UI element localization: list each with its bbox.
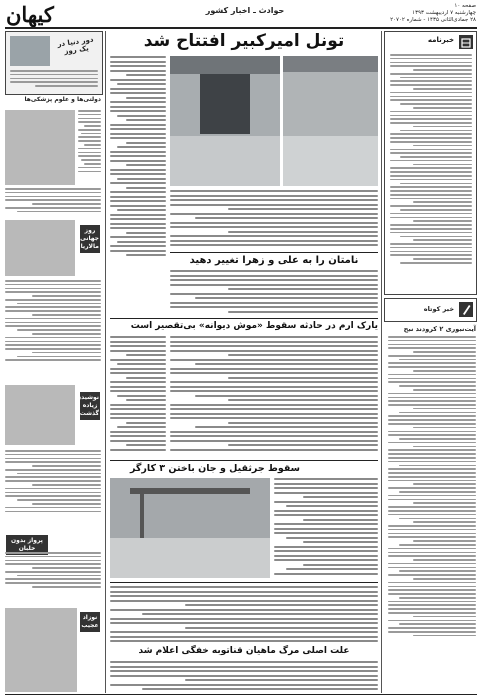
sidebar-box2-title: خبر کوتاه (423, 305, 454, 313)
left-photo-2 (5, 220, 75, 276)
story-5-text-a (110, 586, 378, 644)
masthead-rule (5, 27, 477, 29)
headline-2: نامتان را به علی و زهرا تغییر دهید (189, 255, 359, 266)
rule-5 (110, 582, 378, 583)
crane-photo (110, 478, 270, 578)
sidebar-box (384, 31, 477, 295)
left-tag-4: نوزاد عجیب (80, 612, 100, 632)
grid-icon (459, 35, 473, 49)
date-line: چهارشنبه ۷ اردیبهشت ۱۳۹۳ (412, 10, 476, 16)
story-5-text-b (110, 661, 378, 693)
tunnel-photo-2 (283, 56, 378, 186)
left-text-2 (5, 188, 101, 216)
sidebar-box-title: خبرنامه (427, 36, 454, 44)
sidebar-column-head: آیت‌نبوری ۲ کرودند نبح (403, 325, 476, 333)
left-box-title: دور دنیا در یک روز (56, 35, 94, 56)
left-box-text (10, 70, 98, 90)
left-text-1 (78, 110, 101, 185)
story-2-text (170, 270, 378, 315)
bottom-rule (5, 694, 477, 695)
tunnel-photo (170, 56, 280, 186)
rule-4 (110, 460, 378, 461)
rule-2 (170, 252, 378, 253)
left-text-5 (5, 552, 101, 602)
left-text-3 (5, 280, 101, 380)
main-story-text-2 (170, 190, 378, 250)
left-column-head: دولتی‌ها و علوم پزشکی‌ها (24, 96, 101, 103)
left-tag-2: نوشیدن زیاده گذشت (80, 392, 100, 420)
logo: کیهان (6, 2, 54, 27)
story-4-text (274, 478, 378, 578)
headline-3: یارک ارم در حادثه سقوط «موش دیوانه» بی‌تقصیر است (130, 321, 378, 331)
left-photo-3 (5, 385, 75, 445)
section-title: حوادث ـ اخبار کشور (205, 6, 285, 15)
sidebar-box-2 (384, 298, 477, 322)
story-3-text-a (110, 336, 166, 456)
sidebar-text (390, 54, 472, 290)
left-photo-1 (5, 110, 75, 185)
page-label: صفحه ۱۰ (454, 3, 476, 9)
left-divider (105, 31, 106, 693)
issue-line: ۲۸ جمادی‌الثانی ۱۴۳۵ - شماره ۲۰۷۰۲ (390, 17, 476, 23)
ship-image (10, 36, 50, 66)
main-story-text-1 (110, 56, 166, 266)
headline-4: سقوط جرثقیل و جان باختن ۳ کارگر (129, 463, 301, 474)
sidebar-divider (381, 31, 382, 693)
left-tag-1: روز جهانی مالاریا (80, 225, 100, 253)
left-photo-4 (5, 608, 77, 692)
main-headline: تونل امیرکبیر افتتاح شد (143, 31, 345, 51)
left-tag-3: پرواز بدون خلبان (6, 535, 48, 555)
story-3-text-b (170, 336, 378, 456)
left-feature-box (5, 31, 103, 95)
sidebar-lower-text (388, 336, 476, 692)
pen-icon (459, 302, 473, 317)
rule-3 (110, 318, 378, 319)
headline-5: علت اصلی مرگ ماهیان قناتوبه خفگی اعلام شد (138, 646, 350, 656)
left-text-4 (5, 450, 101, 530)
